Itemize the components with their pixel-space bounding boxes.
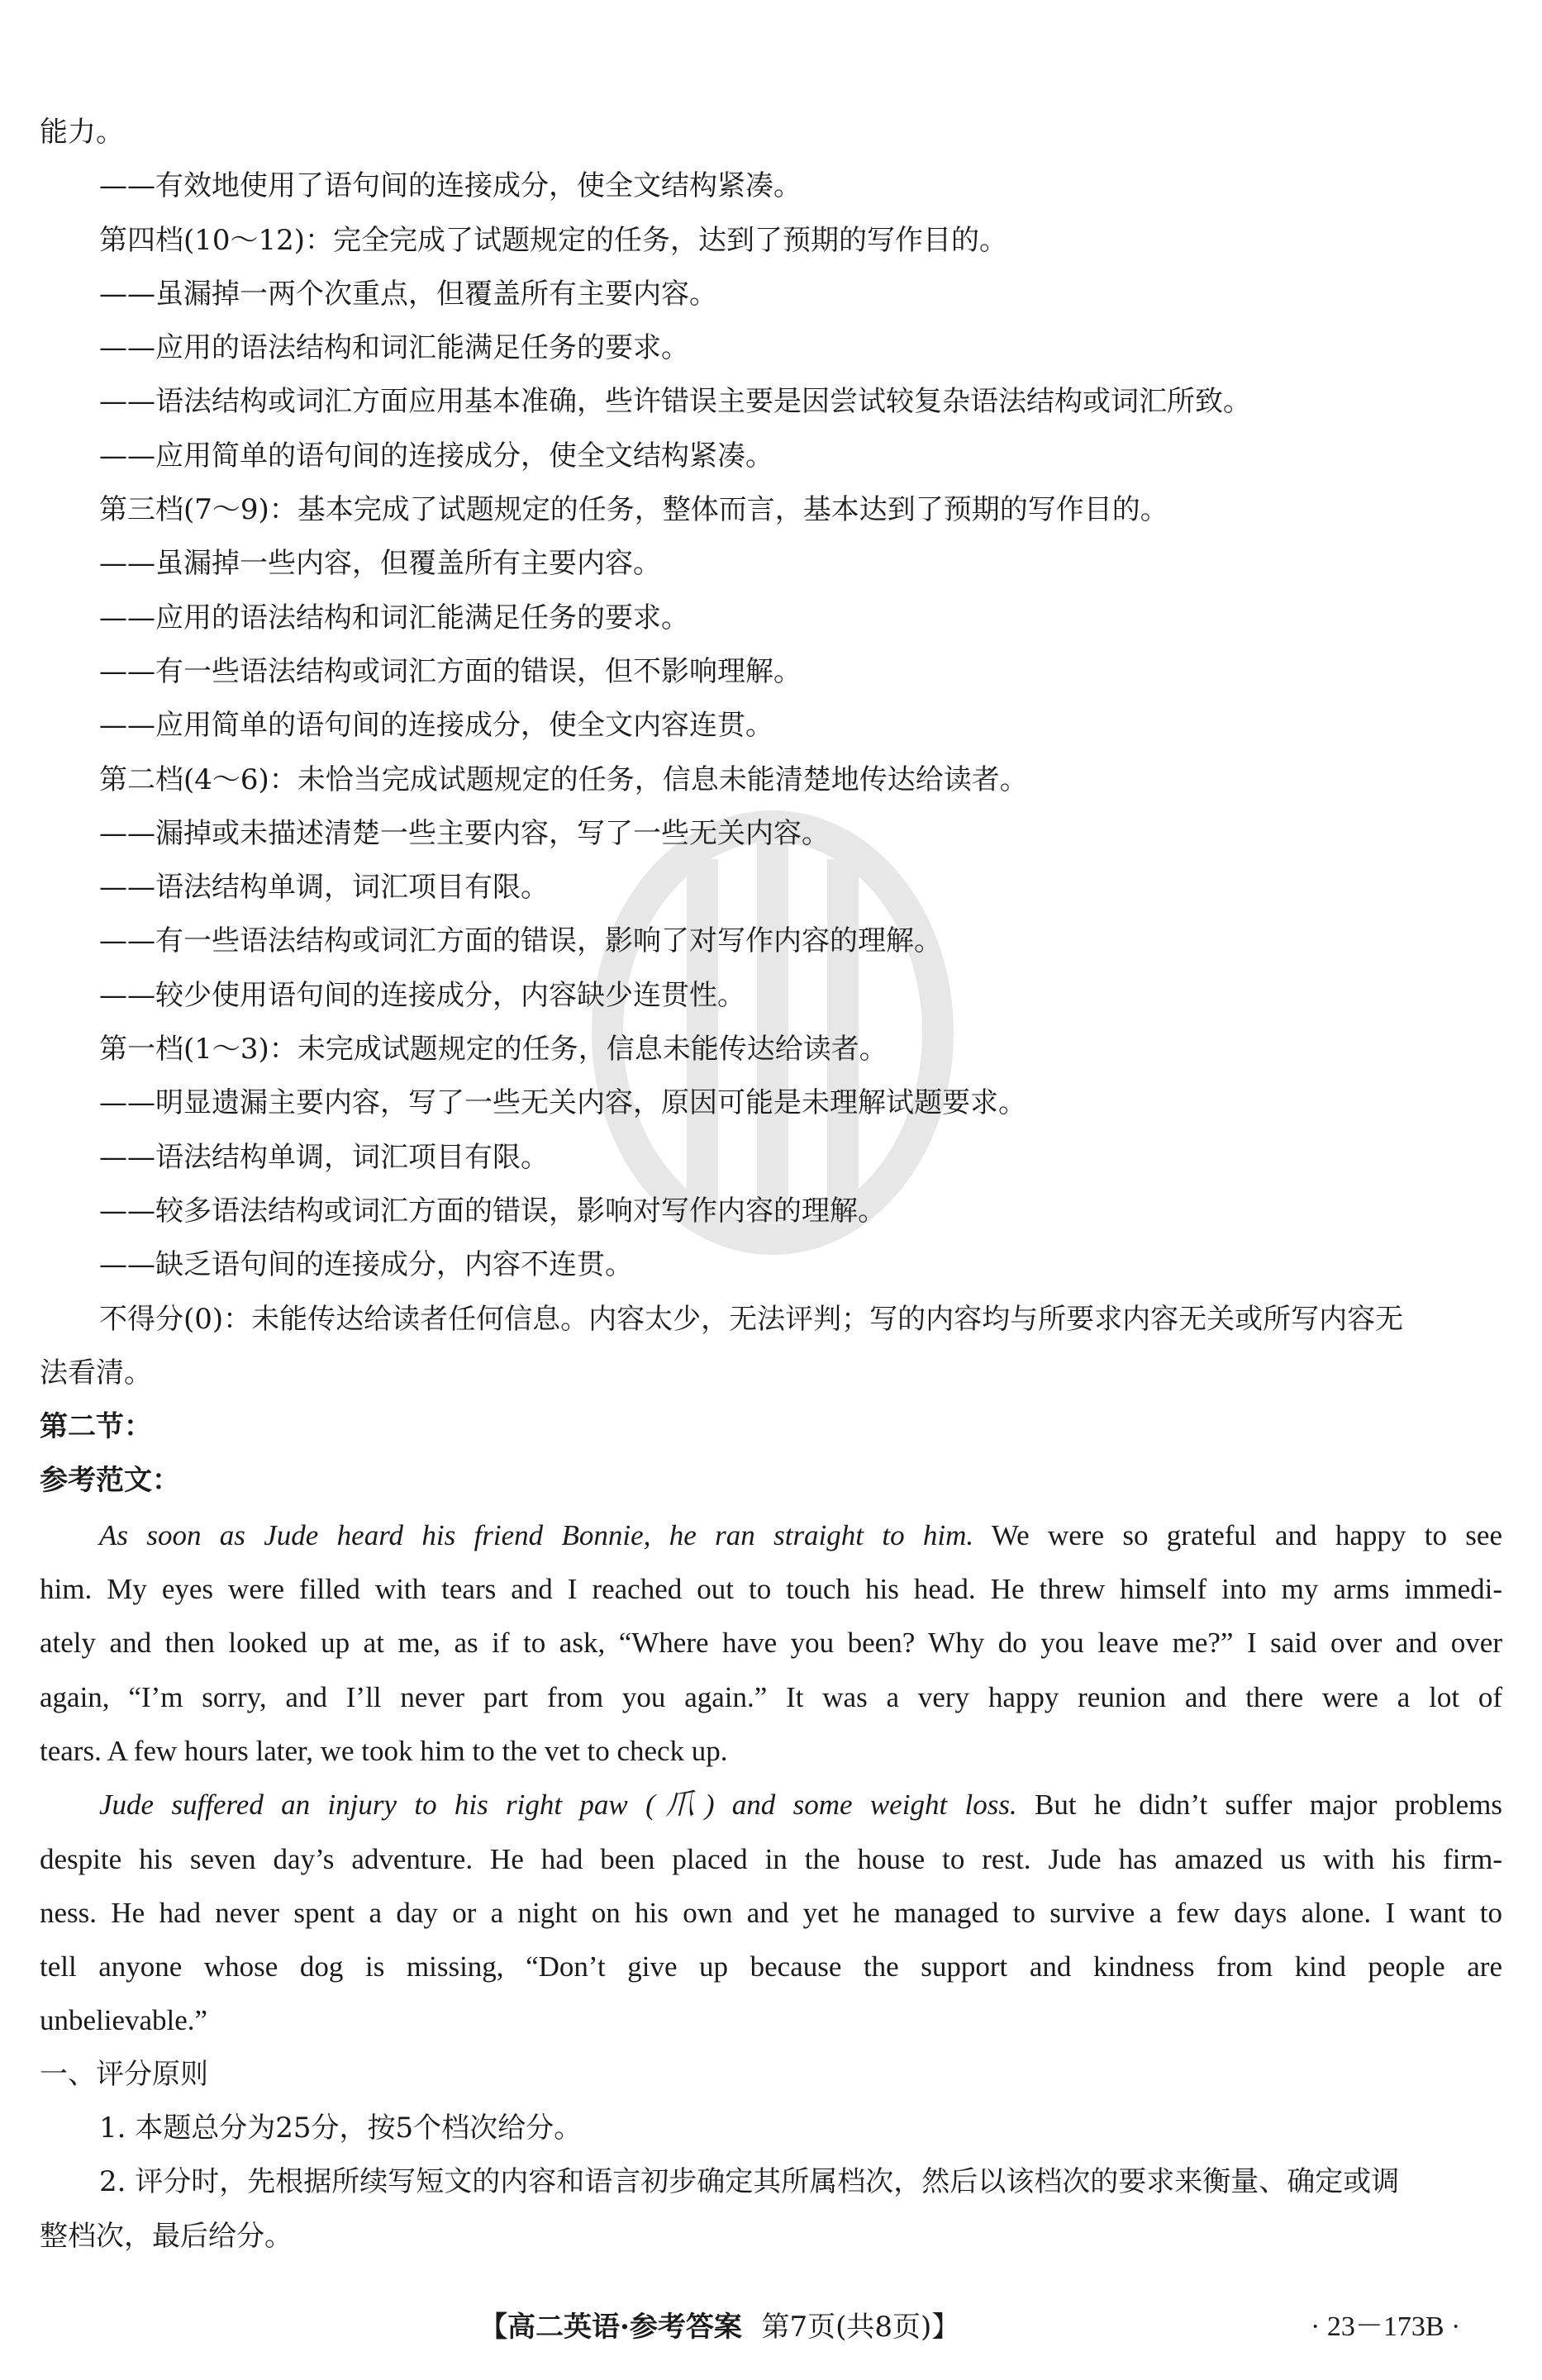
text-line: 整档次，最后给分。 [40,2219,293,2253]
page-footer [0,2309,1542,2345]
essay-line [40,1886,1502,1940]
essay-line [40,1616,1502,1670]
text-line: ——有效地使用了语句间的连接成分，使全文结构紧凑。 [99,169,802,203]
text-line: ——应用简单的语句间的连接成分，使全文结构紧凑。 [99,439,773,473]
text-line: 第二档(4～6)：未恰当完成试题规定的任务，信息未能清楚地传达给读者。 [99,762,1028,796]
essay-text: ately and then looked up at me, as if to ask, “Where have you been? Why do you leave me?” I said over and over [40,1627,1502,1660]
text-line: ——虽漏掉一两个次重点，但覆盖所有主要内容。 [99,277,717,311]
text-line: ——语法结构单调，词汇项目有限。 [99,871,549,905]
text-line: ——虽漏掉一些内容，但覆盖所有主要内容。 [99,547,661,581]
text-line: ——有一些语法结构或词汇方面的错误，影响了对写作内容的理解。 [99,924,942,958]
text-line: ——有一些语法结构或词汇方面的错误，但不影响理解。 [99,654,802,688]
text-line: ——缺乏语句间的连接成分，内容不连贯。 [99,1248,633,1282]
essay-text: We were so grateful and happy to see [973,1518,1502,1551]
text-line: 1. 本题总分为25分，按5个档次给分。 [99,2111,583,2145]
main-content [40,106,1502,2264]
text-line: 第三档(7～9)：基本完成了试题规定的任务，整体而言，基本达到了预期的写作目的。 [99,493,1168,527]
essay-text: despite his seven day’s adventure. He had been placed in the house to rest. Jude has amazed us with his firm- [40,1842,1502,1875]
essay-italic-sentence: As soon as Jude heard his friend Bonnie, he ran straight to him. [99,1518,974,1551]
text-line: ——语法结构单调，词汇项目有限。 [99,1140,549,1174]
essay-text: unbelievable.” [40,2004,208,2037]
essay-line [40,1778,1502,1831]
text-line: 参考范文： [40,1464,180,1498]
text-line: ——较少使用语句间的连接成分，内容缺少连贯性。 [99,978,745,1012]
text-line: 第一档(1～3)：未完成试题规定的任务，信息未能传达给读者。 [99,1033,888,1066]
text-line: 2. 评分时，先根据所续写短文的内容和语言初步确定其所属档次，然后以该档次的要求来衡量、确定或调 [99,2165,1400,2199]
essay-line [40,1993,1502,2047]
essay-text: tears. A few hours later, we took him to the vet to check up. [40,1734,728,1767]
essay-text: again, “I’m sorry, and I’ll never part from you again.” It was a very happy reunion and there were a lot of [40,1680,1502,1713]
text-line: 一、评分原则 [40,2057,208,2091]
text-line: ——应用的语法结构和词汇能满足任务的要求。 [99,601,689,634]
text-line: 不得分(0)：未能传达给读者任何信息。内容太少，无法评判；写的内容均与所要求内容无关或所写内容无 [99,1302,1404,1336]
essay-line [40,1670,1502,1724]
essay-text: ness. He had never spent a day or a night on his own and yet he managed to survive a few days alone. I want to [40,1896,1502,1929]
essay-line [40,1562,1502,1616]
text-line: ——漏掉或未描述清楚一些主要内容，写了一些无关内容。 [99,816,830,850]
footer-subject: 【高二英语·参考答案 [479,2311,742,2344]
essay-text: him. My eyes were filled with tears and I reached out to touch his head. He threw himself into my arms immedi- [40,1573,1502,1606]
text-line: ——应用的语法结构和词汇能满足任务的要求。 [99,331,689,365]
footer-page-number: 第7页(共8页)】 [761,2311,960,2344]
essay-text: tell anyone whose dog is missing, “Don’t give up because the support and kindness from kind people are [40,1950,1502,1983]
essay-text: But he didn’t suffer major problems [1016,1789,1502,1822]
footer-title [479,2309,959,2345]
essay-line [40,1832,1502,1886]
essay-italic-sentence: Jude suffered an injury to his right paw (爪) and some weight loss. [99,1789,1017,1822]
essay-line [40,1724,1502,1778]
text-line: 第二节： [40,1410,152,1444]
text-line: ——较多语法结构或词汇方面的错误，影响对写作内容的理解。 [99,1194,886,1228]
text-line: ——语法结构或词汇方面应用基本准确，些许错误主要是因尝试较复杂语法结构或词汇所致。 [99,385,1251,419]
footer-code: · 23－173B · [1311,2311,1461,2342]
sample-essay [40,1508,1502,2048]
text-line: ——应用简单的语句间的连接成分，使全文内容连贯。 [99,709,773,743]
text-line: ——明显遗漏主要内容，写了一些无关内容，原因可能是未理解试题要求。 [99,1086,1026,1120]
essay-line [40,1508,1502,1562]
grading-criteria-section [40,106,1502,1508]
text-line: 第四档(10～12)：完全完成了试题规定的任务，达到了预期的写作目的。 [99,223,1008,257]
text-line: 能力。 [40,116,124,149]
essay-line [40,1940,1502,1993]
text-line: 法看清。 [40,1356,152,1390]
scoring-principles-section [40,2048,1502,2264]
